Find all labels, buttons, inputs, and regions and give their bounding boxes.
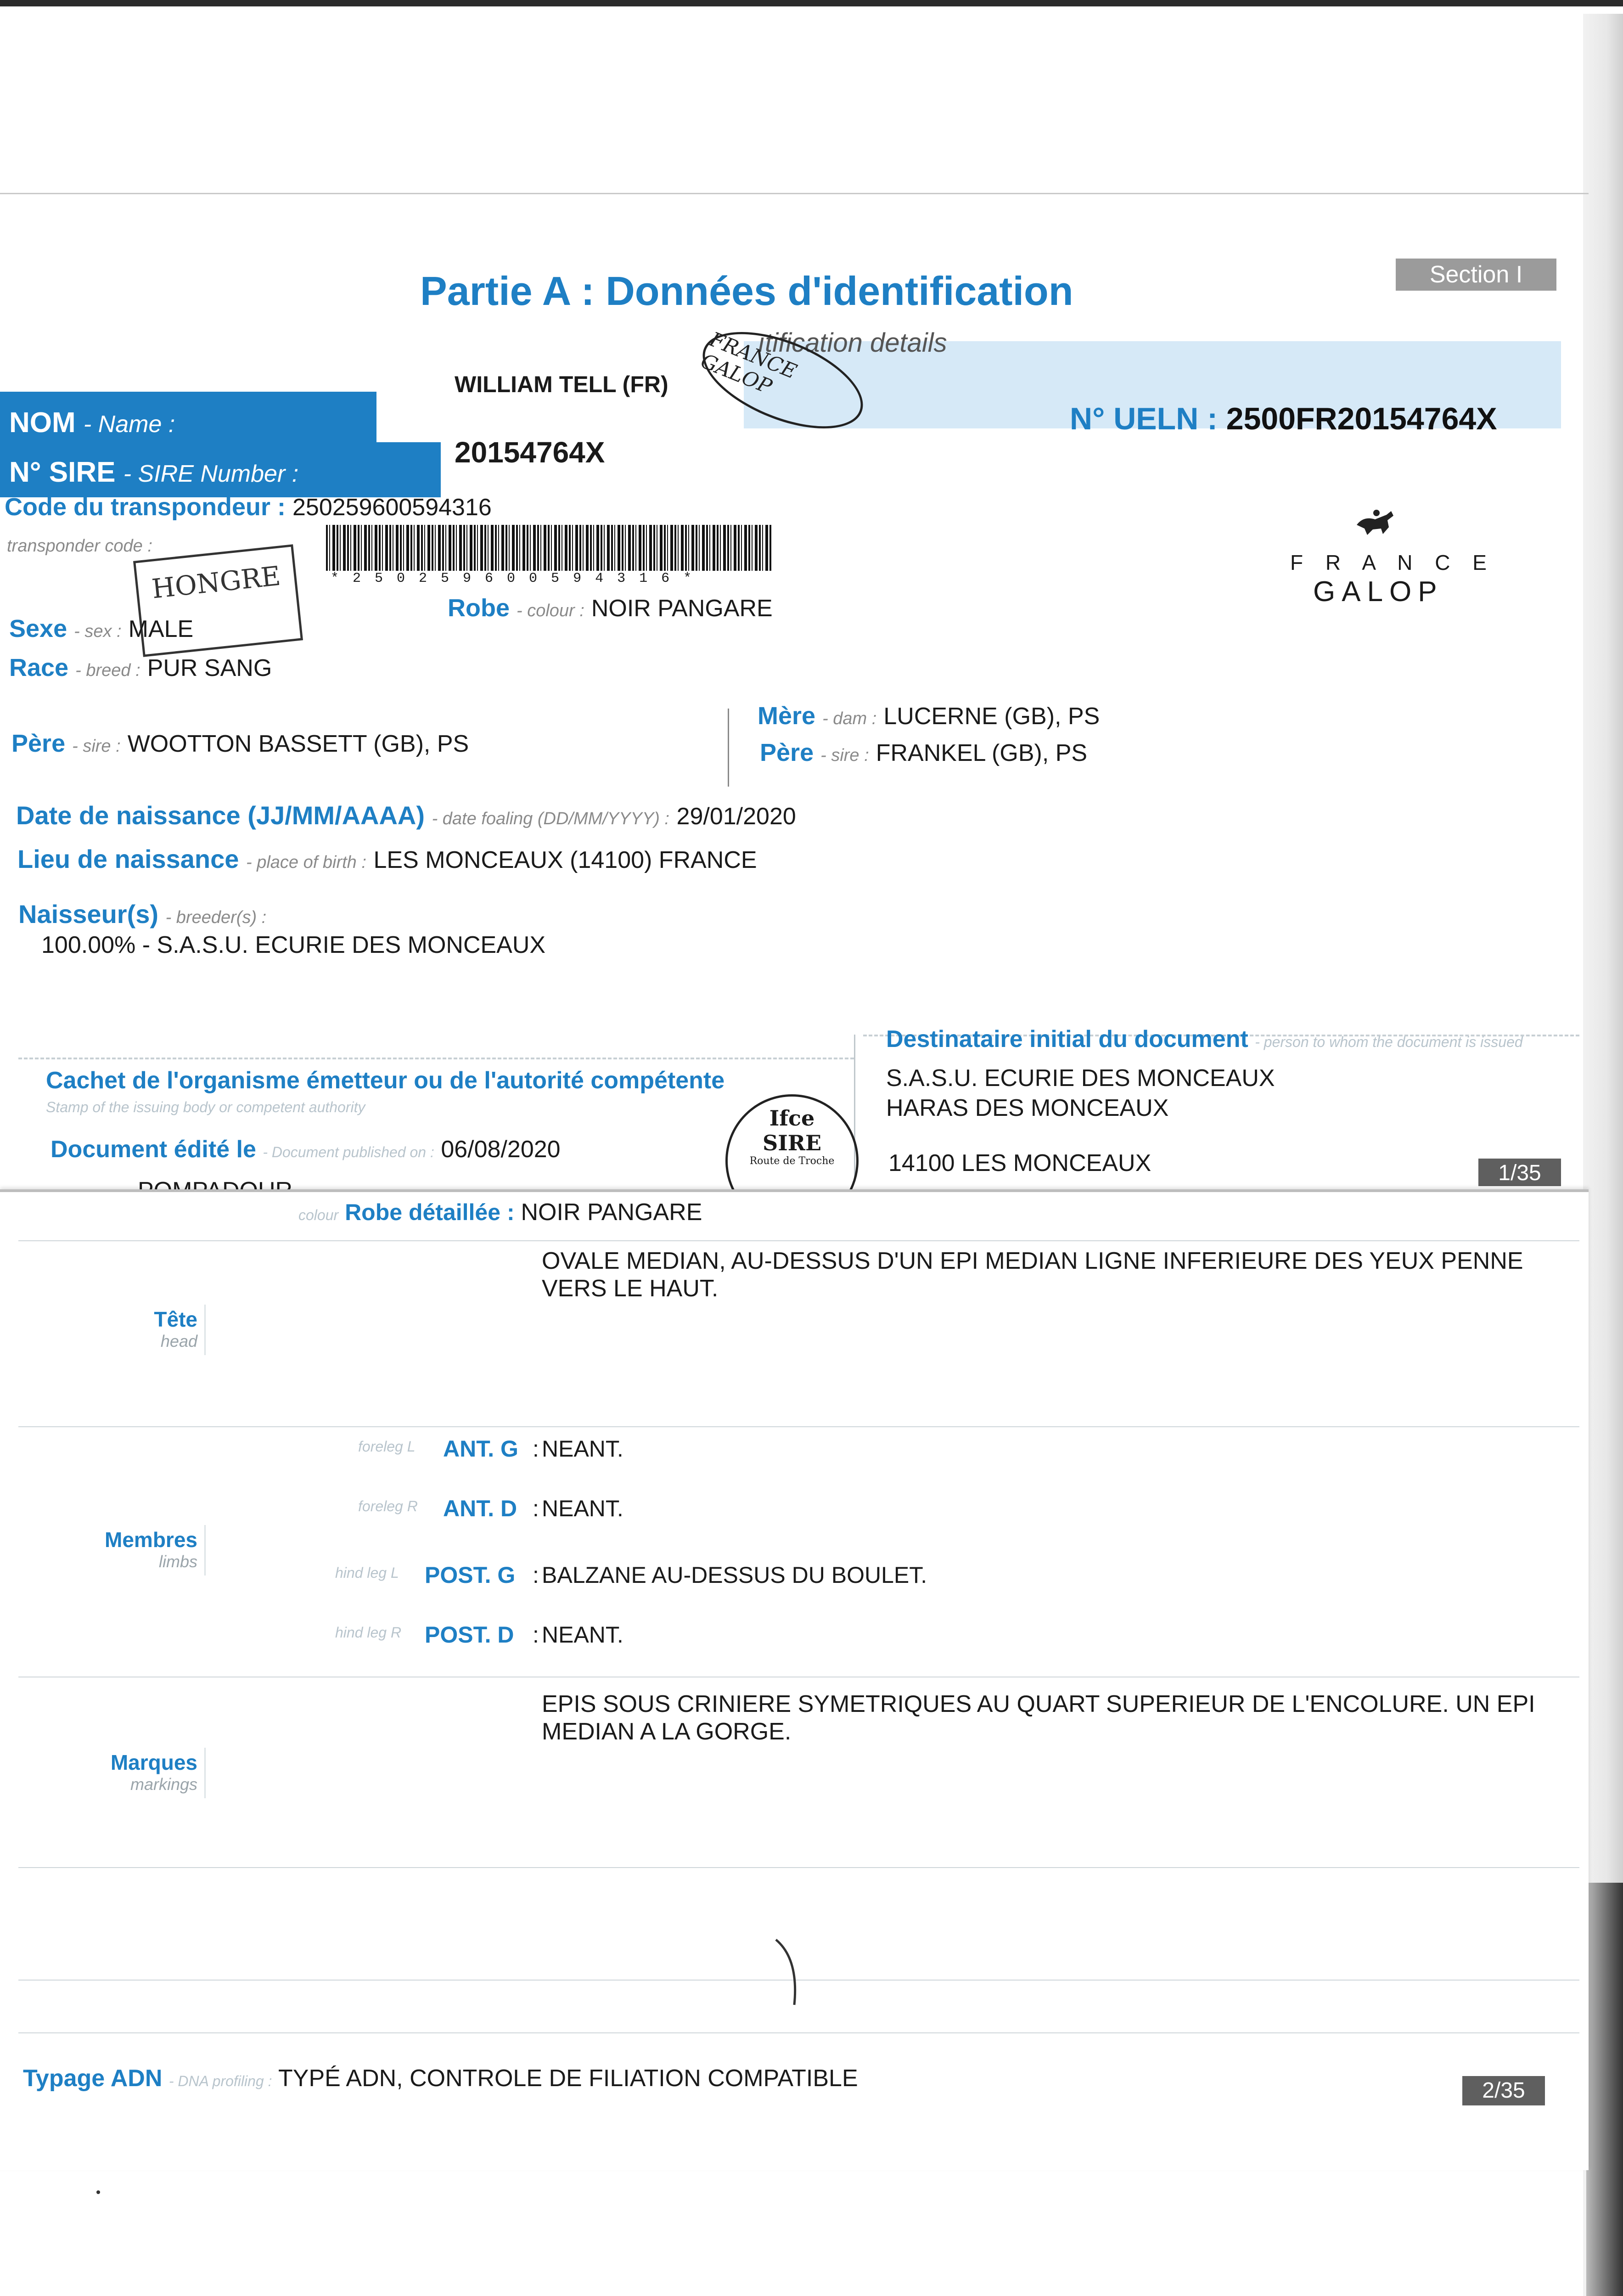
marques-text: EPIS SOUS CRINIERE SYMETRIQUES AU QUART SUPERIEUR DE L'ENCOLURE. UN EPI MEDIAN A LA GORGE. (542, 1691, 1535, 1745)
limb-row (0, 1495, 1579, 1555)
ueln-value: 2500FR20154764X (1226, 401, 1497, 436)
ifce-stamp-line2: SIRE (762, 1131, 822, 1155)
dob-value: 29/01/2020 (676, 803, 796, 830)
lieu-label: Lieu de naissance (17, 844, 239, 873)
barcode (326, 525, 771, 571)
sire-label-fr: N° SIRE (9, 456, 116, 488)
limb-0-label: ANT. G (443, 1436, 518, 1462)
robe-detail-label-en: colour (298, 1207, 339, 1223)
dob-label-en: - date foaling (DD/MM/YYYY) : (432, 809, 669, 828)
scan-speck (96, 2190, 100, 2194)
robe-detail-label: Robe détaillée : (345, 1199, 515, 1225)
pere2-label-en: - sire : (820, 746, 869, 765)
limb-2-value: BALZANE AU-DESSUS DU BOULET. (542, 1562, 927, 1588)
logo-galop: GALOP (1313, 576, 1443, 608)
transponder-label-en: transponder code : (7, 536, 152, 556)
mere-value: LUCERNE (GB), PS (883, 703, 1100, 730)
sire-number: 20154764X (455, 436, 605, 469)
pere-label-en: - sire : (72, 737, 121, 756)
lieu-label-en: - place of birth : (246, 853, 366, 872)
pedigree-divider (728, 709, 729, 787)
lieu-row (17, 844, 757, 874)
sexe-label-en: - sex : (74, 622, 122, 641)
limb-0-sep: : (533, 1436, 539, 1462)
destinataire-row (886, 1025, 1523, 1053)
adn-label-en: - DNA profiling : (168, 2073, 272, 2089)
limb-0-en: foreleg L (358, 1438, 416, 1455)
naisseur-label: Naisseur(s) (18, 900, 159, 929)
cachet-label: Cachet de l'organisme émetteur ou de l'autorité compétente (46, 1067, 725, 1094)
nom-label-en: - Name : (83, 411, 175, 438)
sexe-row (9, 614, 193, 643)
race-label: Race (9, 654, 69, 681)
hongre-stamp: HONGRE (133, 544, 303, 657)
pere2-value: FRANKEL (GB), PS (876, 740, 1088, 766)
race-label-en: - breed : (75, 661, 140, 680)
divider-marques-3 (18, 2032, 1579, 2033)
divider-top (18, 1240, 1579, 1241)
destinataire-line3: 14100 LES MONCEAUX (888, 1150, 1151, 1176)
edite-label-en: - Document published on : (263, 1144, 434, 1160)
nom-label (9, 406, 175, 439)
marques-label-group (23, 1750, 197, 1794)
dob-row (16, 800, 796, 830)
naisseur-label-en: - breeder(s) : (165, 908, 267, 927)
transponder-value: 250259600594316 (292, 494, 492, 521)
limb-1-sep: : (533, 1496, 539, 1521)
limb-3-label: POST. D (425, 1622, 514, 1648)
ifce-stamp-line1: Ifce (769, 1106, 815, 1131)
edite-value: 06/08/2020 (441, 1136, 561, 1163)
logo-france: F R A N C E (1290, 551, 1495, 574)
ueln-label: N° UELN : (1070, 401, 1218, 436)
adn-row (23, 2065, 858, 2092)
jockey-logo-icon (1354, 506, 1396, 539)
pere-row (11, 729, 469, 758)
limb-1-en: foreleg R (358, 1498, 418, 1514)
pere-label: Père (11, 730, 66, 757)
page-number-1: 1/35 (1478, 1159, 1561, 1186)
tete-label-group (23, 1307, 197, 1351)
limb-0-value: NEANT. (542, 1436, 623, 1462)
transponder-row (5, 493, 492, 521)
lieu-value: LES MONCEAUX (14100) FRANCE (373, 847, 757, 873)
cachet-dash-left (18, 1058, 854, 1059)
robe-value: NOIR PANGARE (591, 595, 773, 622)
pere2-label: Père (760, 739, 814, 766)
robe-detail-row (298, 1199, 702, 1226)
limb-2-sep: : (533, 1562, 539, 1588)
page-subtitle: ıtification details (758, 328, 947, 358)
limb-row (0, 1621, 1579, 1681)
sire-label (9, 456, 298, 489)
destinataire-label: Destinataire initial du document (886, 1026, 1248, 1052)
ueln (1070, 401, 1497, 437)
scan-right-shadow (1586, 1883, 1623, 2296)
limb-1-label: ANT. D (443, 1496, 517, 1521)
scan-top-border (0, 0, 1623, 6)
dob-label: Date de naissance (JJ/MM/AAAA) (16, 801, 425, 830)
pere2-row (760, 738, 1087, 767)
limb-3-en: hind leg R (335, 1624, 402, 1641)
ifce-stamp-line3: Route de Troche (749, 1155, 835, 1167)
marques-label-bar (204, 1748, 206, 1798)
robe-row (448, 594, 773, 622)
tete-label-en: head (160, 1332, 197, 1351)
destinataire-line1: S.A.S.U. ECURIE DES MONCEAUX (886, 1065, 1275, 1092)
pen-mark (771, 1936, 808, 2009)
tete-label-bar (204, 1305, 206, 1355)
robe-label-en: - colour : (517, 601, 584, 620)
cachet-label-en: Stamp of the issuing body or competent authority (46, 1099, 365, 1115)
limb-2-label: POST. G (425, 1562, 516, 1588)
destinataire-label-en: - person to whom the document is issued (1255, 1034, 1523, 1050)
france-galop-oval-stamp: FRANCE GALOP (690, 312, 876, 448)
page-number-2: 2/35 (1462, 2076, 1545, 2105)
barcode-text: * 2 5 0 2 5 9 6 0 0 5 9 4 3 1 6 * (331, 571, 695, 586)
destinataire-line2: HARAS DES MONCEAUX (886, 1095, 1169, 1121)
nom-label-fr: NOM (9, 407, 76, 439)
membres-label: Membres (105, 1528, 197, 1552)
race-value: PUR SANG (147, 655, 272, 681)
sexe-value: MALE (128, 616, 194, 642)
membres-label-en: limbs (158, 1552, 197, 1571)
naisseur-value: 100.00% - S.A.S.U. ECURIE DES MONCEAUX (41, 932, 546, 958)
transponder-label: Code du transpondeur : (5, 493, 286, 521)
mere-row (758, 702, 1100, 730)
page-b (0, 1189, 1589, 2170)
edite-row (51, 1136, 561, 1163)
tete-label: Tête (154, 1307, 197, 1331)
limb-1-value: NEANT. (542, 1496, 623, 1521)
pere-value: WOOTTON BASSETT (GB), PS (127, 731, 469, 757)
divider-tete (18, 1426, 1579, 1427)
mere-label-en: - dam : (822, 709, 877, 728)
limb-3-value: NEANT. (542, 1622, 623, 1648)
marques-label: Marques (110, 1750, 197, 1774)
limb-row (0, 1435, 1579, 1495)
race-row (9, 653, 272, 682)
page-a (0, 193, 1589, 1195)
page-title: Partie A : Données d'identification (420, 268, 1073, 314)
edite-label: Document édité le (51, 1136, 256, 1163)
mere-label: Mère (758, 702, 816, 730)
section-badge: Section I (1396, 259, 1556, 291)
limb-3-sep: : (533, 1622, 539, 1648)
divider-marques-1 (18, 1867, 1579, 1868)
naisseur-row (18, 899, 266, 929)
limb-row (0, 1562, 1579, 1621)
adn-value: TYPÉ ADN, CONTROLE DE FILIATION COMPATIBLE (278, 2065, 858, 2092)
sexe-label: Sexe (9, 615, 67, 642)
tete-text: OVALE MEDIAN, AU-DESSUS D'UN EPI MEDIAN LIGNE INFERIEURE DES YEUX PENNE VERS LE HAUT. (542, 1248, 1523, 1302)
robe-detail-value: NOIR PANGARE (521, 1199, 702, 1226)
adn-label: Typage ADN (23, 2065, 163, 2092)
sire-label-en: - SIRE Number : (123, 461, 299, 487)
robe-label: Robe (448, 594, 510, 622)
horse-name: WILLIAM TELL (FR) (455, 371, 668, 397)
marques-label-en: markings (130, 1775, 197, 1794)
limb-2-en: hind leg L (335, 1564, 399, 1581)
